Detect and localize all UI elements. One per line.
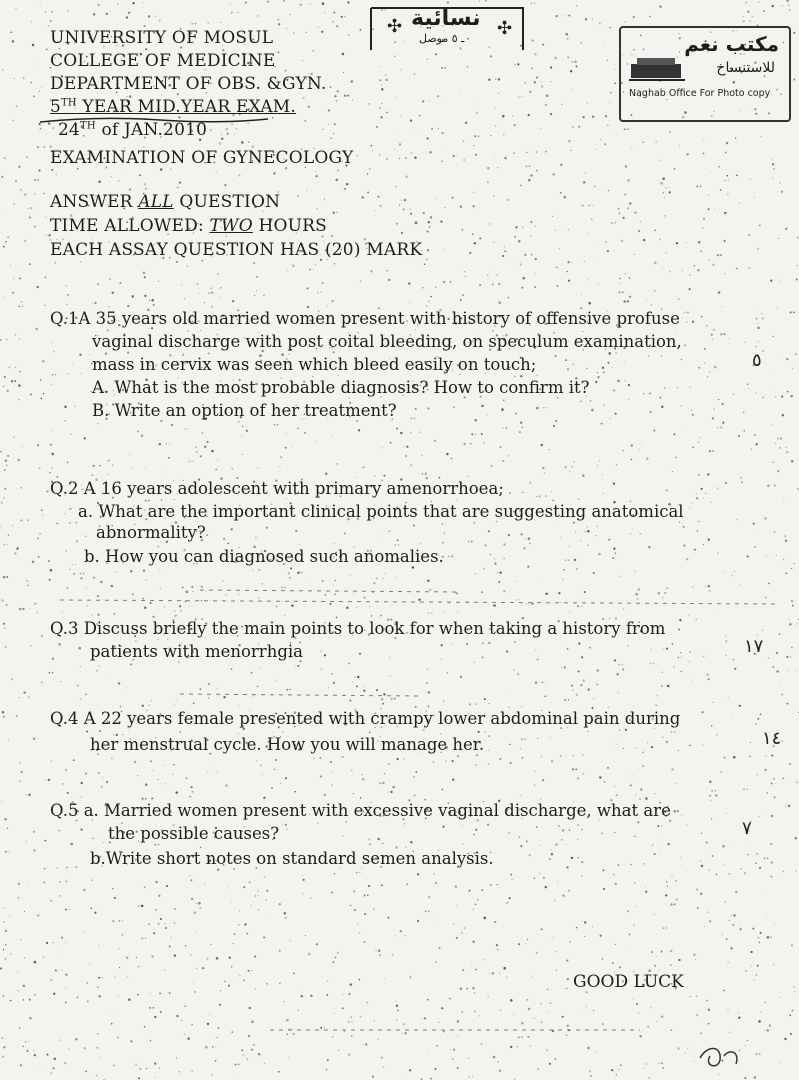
answer-prefix: ANSWER <box>50 192 139 212</box>
answer-suffix: QUESTION <box>173 192 281 212</box>
exam-date-rest: of JAN.2010 <box>95 120 208 140</box>
time-instruction <box>50 216 327 236</box>
q3-line1: Q.3 Discuss briefly the main points to look for when taking a history from <box>50 619 666 638</box>
q1-line2: vaginal discharge with post coital bleeding, on speculum examination, <box>92 332 682 351</box>
department-name: DEPARTMENT OF OBS. &GYN. <box>50 74 327 94</box>
photocopier-icon <box>627 54 687 84</box>
q1-line1: Q.1A 35 years old married women present with history of offensive profuse <box>50 309 680 328</box>
exam-year-sup: TH <box>61 97 77 109</box>
office-stamp-line1: مكتب نغم <box>684 32 779 56</box>
q5-line2: the possible causes? <box>108 824 280 843</box>
svg-text:✣: ✣ <box>497 18 513 39</box>
time-suffix: HOURS <box>252 216 328 236</box>
q5-line1: Q.5 a. Married women present with excessive vaginal discharge, what are <box>50 801 671 820</box>
university-name: UNIVERSITY OF MOSUL <box>50 28 274 48</box>
arabic-stamp <box>367 4 527 54</box>
stamp-arabic-line1: نسائية <box>411 6 481 31</box>
stamp-arabic-line2: ـ ٥ موصل <box>419 32 465 45</box>
svg-text:✣: ✣ <box>387 16 403 37</box>
q5-line3: b.Write short notes on standard semen analysis. <box>90 849 494 868</box>
margin-mark-q1: ٥ <box>752 350 762 371</box>
answer-instruction <box>50 192 280 212</box>
exam-year-rest: YEAR MID.YEAR EXAM. <box>76 97 297 117</box>
margin-mark-q3: ١٧ <box>744 636 764 657</box>
margin-mark-q4: ١٤ <box>762 728 782 749</box>
time-emphasis: TWO <box>209 216 253 236</box>
exam-year-num: 5 <box>50 97 62 117</box>
exam-date-num: 24 <box>58 120 81 140</box>
exam-subject: EXAMINATION OF GYNECOLOGY <box>50 148 354 168</box>
exam-year <box>50 97 296 117</box>
q1-line5: B. Write an option of her treatment? <box>92 401 397 420</box>
q4-line2: her menstrual cycle. How you will manage her. <box>90 735 485 754</box>
q1-line4: A. What is the most probable diagnosis? How to confirm it? <box>92 378 590 397</box>
q4-line1: Q.4 A 22 years female presented with crampy lower abdominal pain during <box>50 709 681 728</box>
q2-line3: abnormality? <box>96 523 206 542</box>
time-prefix: TIME ALLOWED: <box>50 216 210 236</box>
q2-line1: Q.2 A 16 years adolescent with primary amenorrhoea; <box>50 479 504 498</box>
college-name: COLLEGE OF MEDICINE <box>50 51 276 71</box>
q2-line4: b. How you can diagnosed such anomalies. <box>84 547 444 566</box>
exam-date-sup: TH <box>80 120 96 132</box>
marks-instruction: EACH ASSAY QUESTION HAS (20) MARK <box>50 240 423 260</box>
q2-line2: a. What are the important clinical points that are suggesting anatomical <box>78 502 684 521</box>
closing-text: GOOD LUCK <box>573 972 684 992</box>
office-stamp-line2: للاستنساخ <box>716 60 775 76</box>
answer-emphasis: ALL <box>138 192 174 212</box>
q3-line2: patients with menorrhgia <box>90 642 303 661</box>
office-stamp <box>619 26 791 122</box>
office-stamp-line3: Naghab Office For Photo copy <box>629 88 771 99</box>
q1-line3: mass in cervix was seen which bleed easily on touch; <box>92 355 537 374</box>
margin-mark-q5: ٧ <box>742 818 752 839</box>
date-underline <box>40 116 270 126</box>
handwritten-scribble <box>690 1036 750 1076</box>
